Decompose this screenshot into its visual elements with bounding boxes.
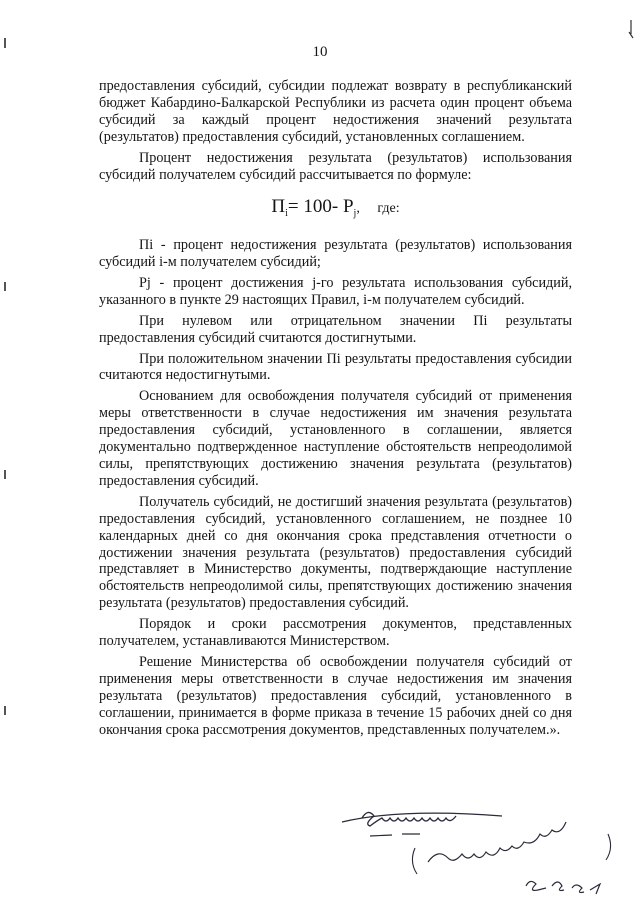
corner-mark	[628, 20, 634, 42]
formula-rhs-subscript: j	[353, 208, 357, 220]
formula-tail: ,	[356, 201, 360, 217]
paragraph: Пi - процент недостижения результата (результатов) использования субсидий i-м получателем субсидий;	[99, 237, 572, 271]
formula-lhs-subscript: i	[285, 208, 288, 220]
formula-lhs: П	[271, 196, 286, 218]
paragraph: При нулевом или отрицательном значении Пi результаты предоставления субсидий считаются достигнутыми.	[99, 312, 572, 346]
margin-mark	[4, 282, 6, 291]
document-body	[99, 78, 572, 743]
margin-mark	[4, 706, 6, 715]
paragraph: Рj - процент достижения j-го результата использования субсидий, указанного в пункте 29 настоящих Правил, i-м получателем субсидий.	[99, 274, 572, 308]
paragraph: Порядок и сроки рассмотрения документов, представленных получателем, устанавливаются Министерством.	[99, 616, 572, 650]
margin-mark	[4, 470, 6, 479]
paragraph: При положительном значении Пi результаты предоставления субсидии считаются недостигнутыми.	[99, 350, 572, 384]
formula	[99, 196, 572, 223]
handwritten-signature	[340, 800, 630, 900]
page-number: 10	[312, 44, 328, 60]
formula-where: где:	[377, 201, 400, 217]
paragraph: предоставления субсидий, субсидии подлежат возврату в республиканский бюджет Кабардино-Балкарской Республики из расчета один процент объема субсидий за каждый процент недостижения значений результата (результатов) предоставления субсидий, установленных соглашением.	[99, 78, 572, 145]
formula-middle: = 100- Р	[287, 196, 354, 218]
paragraph: Решение Министерства об освобождении получателя субсидий от применения меры ответственности в случае недостижения им значения результата (результатов) предоставления субсидий, установленного в соглашении, принимается в форме приказа в течение 15 рабочих дней со дня окончания срока рассмотрения документов, представленных получателем.».	[99, 653, 572, 738]
paragraph: Получатель субсидий, не достигший значения результата (результатов) предоставления субсидий, установленного соглашением, не позднее 10 календарных дней со дня окончания срока представления отчетности о достижении значения результата (результатов) предоставления субсидий представляет в Министерство документы, подтверждающие наступление обстоятельств непреодолимой силы, препятствующих достижению значения результата (результатов) предоставления субсидий.	[99, 493, 572, 612]
paragraph: Процент недостижения результата (результатов) использования субсидий получателем субсидий рассчитывается по формуле:	[99, 149, 572, 183]
paragraph: Основанием для освобождения получателя субсидий от применения меры ответственности в случае недостижения им значения результата предоставления субсидий, установленного в соглашении, является документально подтвержденное наступление обстоятельств непреодолимой силы, препятствующих достижению значения результата (результатов) предоставления субсидий.	[99, 388, 572, 489]
